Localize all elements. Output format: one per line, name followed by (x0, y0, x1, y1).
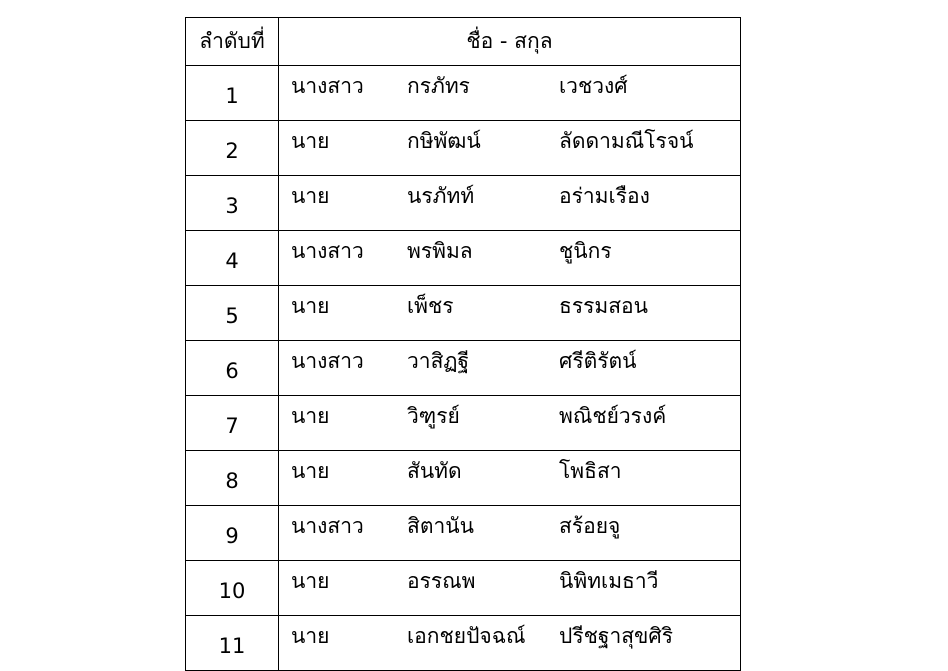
row-number: 9 (225, 524, 239, 549)
full-name-cell (279, 121, 741, 176)
first-name: อรรณพ (407, 569, 476, 593)
first-name: สันทัด (407, 459, 462, 483)
last-name: ชูนิกร (559, 239, 612, 263)
last-name: อร่ามเรือง (559, 184, 650, 208)
row-number-cell (186, 451, 279, 506)
full-name-cell (279, 286, 741, 341)
full-name-cell (279, 451, 741, 506)
first-name: กรภัทร (407, 74, 470, 98)
name-title: นาย (291, 569, 330, 593)
name-title: นางสาว (291, 349, 364, 373)
row-number: 5 (225, 304, 239, 329)
full-name-cell (279, 176, 741, 231)
name-title: นาย (291, 404, 330, 428)
row-number-cell (186, 396, 279, 451)
name-title: นางสาว (291, 239, 364, 263)
row-number-cell (186, 121, 279, 176)
name-title: นาย (291, 624, 330, 648)
row-number: 2 (225, 139, 239, 164)
header-row (186, 18, 741, 66)
last-name: พณิชย์วรงค์ (559, 404, 667, 428)
row-number-cell (186, 176, 279, 231)
full-name-cell (279, 396, 741, 451)
first-name: เอกชยปัจฉณ์ (407, 624, 526, 648)
row-number: 4 (225, 249, 239, 274)
row-number-cell (186, 66, 279, 121)
row-number-cell (186, 286, 279, 341)
row-number-cell (186, 561, 279, 616)
name-title: นาย (291, 129, 330, 153)
row-number: 7 (225, 414, 239, 439)
first-name: วิฑูรย์ (407, 404, 460, 428)
last-name: นิพิทเมธาวี (559, 569, 659, 593)
last-name: ปรีชฐาสุขศิริ (559, 624, 674, 648)
name-title: นาย (291, 184, 330, 208)
first-name: กษิพัฒน์ (407, 129, 481, 153)
first-name: สิตานัน (407, 514, 474, 538)
full-name-cell (279, 66, 741, 121)
last-name: เวชวงศ์ (559, 74, 628, 98)
full-name-cell (279, 341, 741, 396)
last-name: ลัดดามณีโรจน์ (559, 129, 694, 153)
row-number: 8 (225, 469, 239, 494)
row-number-cell (186, 616, 279, 671)
full-name-cell (279, 231, 741, 286)
header-order: ลำดับที่ (186, 18, 279, 66)
name-list-table (185, 17, 741, 671)
last-name: ธรรมสอน (559, 294, 649, 318)
row-number: 1 (225, 84, 239, 109)
last-name: โพธิสา (559, 459, 622, 483)
name-title: นางสาว (291, 514, 364, 538)
table-row (186, 506, 741, 561)
name-title: นาย (291, 459, 330, 483)
full-name-cell (279, 506, 741, 561)
table-row (186, 341, 741, 396)
header-name: ชื่อ - สกุล (279, 18, 741, 66)
full-name-cell (279, 561, 741, 616)
row-number: 11 (218, 634, 246, 659)
row-number: 6 (225, 359, 239, 384)
table-row (186, 616, 741, 671)
name-title: นางสาว (291, 74, 364, 98)
row-number: 10 (218, 579, 246, 604)
table-row (186, 121, 741, 176)
full-name-cell (279, 616, 741, 671)
row-number: 3 (225, 194, 239, 219)
first-name: เพ็ชร (407, 294, 454, 318)
first-name: พรพิมล (407, 239, 473, 263)
table-row (186, 286, 741, 341)
last-name: ศรีติรัตน์ (559, 349, 637, 373)
table-row (186, 396, 741, 451)
row-number-cell (186, 506, 279, 561)
table-row (186, 66, 741, 121)
table-row (186, 176, 741, 231)
table-row (186, 451, 741, 506)
table-body (186, 66, 741, 671)
name-title: นาย (291, 294, 330, 318)
first-name: วาสิฏฐี (407, 349, 470, 373)
table-row (186, 231, 741, 286)
last-name: สร้อยจู (559, 514, 621, 538)
row-number-cell (186, 231, 279, 286)
table-row (186, 561, 741, 616)
first-name: นรภัทท์ (407, 184, 475, 208)
row-number-cell (186, 341, 279, 396)
